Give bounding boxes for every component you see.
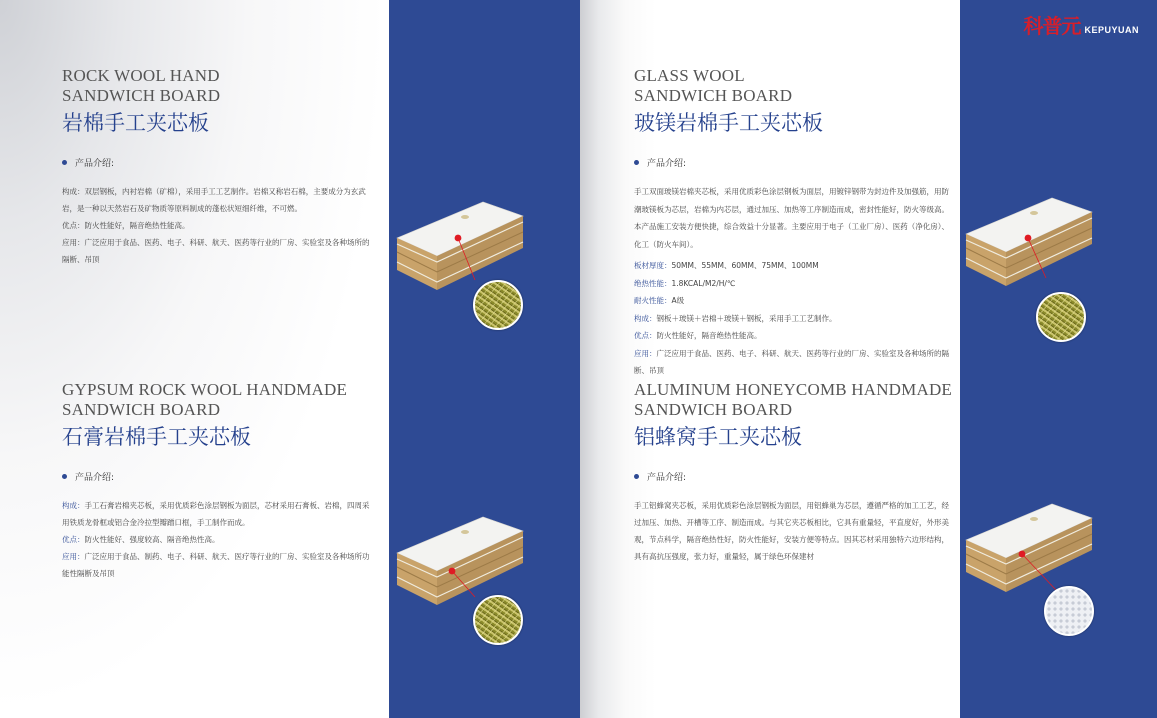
paragraph <box>62 548 374 582</box>
intro-label: 产品介绍: <box>75 159 115 169</box>
section-title-en: SANDWICH BOARD <box>634 86 793 105</box>
section-title-cn: 岩棉手工夹芯板 <box>62 111 209 135</box>
bullet-icon <box>634 160 639 165</box>
section-aluminum-honeycomb <box>634 380 956 565</box>
paragraph: 优点：防火性能好，隔音绝热性能高。 <box>62 221 190 230</box>
section-gypsum-rock-wool <box>62 380 374 582</box>
product-image-gypsum-rock-wool <box>395 515 535 650</box>
spec-value: 1.8KCAL/M2/H/℃ <box>671 278 736 288</box>
spec-key: 耐火性能： <box>634 296 672 305</box>
brand-logo-en: KEPUYUAN <box>1084 25 1139 35</box>
product-image-rock-wool <box>395 200 535 335</box>
spec-line <box>634 327 956 345</box>
intro-heading <box>634 156 956 169</box>
paragraph <box>62 531 374 548</box>
intro-heading <box>62 156 374 169</box>
paragraph-key: 优点： <box>62 535 85 544</box>
bullet-icon <box>62 160 67 165</box>
spec-value: 广泛应用于食品、医药、电子、科研、航天、医药等行业的厂房、实验室及各种场所的隔断、吊顶 <box>634 348 949 375</box>
spec-line <box>634 310 956 328</box>
product-image-aluminum-honeycomb <box>964 502 1104 637</box>
paragraph <box>62 497 374 531</box>
section-title-en: SANDWICH BOARD <box>634 400 793 419</box>
spec-line <box>634 345 956 380</box>
section-title-cn: 石膏岩棉手工夹芯板 <box>62 425 251 449</box>
spec-key: 优点： <box>634 331 657 340</box>
section-body <box>62 497 374 582</box>
sandwich-board-illustration <box>964 196 1099 301</box>
section-glass-wool <box>634 66 956 380</box>
spec-line <box>634 275 956 293</box>
core-material-closeup <box>1036 292 1086 342</box>
section-title-en: ALUMINUM HONEYCOMB HANDMADE <box>634 380 953 399</box>
paragraph: 应用：广泛应用于食品、医药、电子、科研、航天、医药等行业的厂房、实验室及各种场所的隔断、吊顶 <box>62 238 370 264</box>
section-rock-wool <box>62 66 374 268</box>
spec-value: 50MM、55MM、60MM、75MM、100MM <box>671 261 819 270</box>
bullet-icon <box>634 474 639 479</box>
spec-line <box>634 257 956 275</box>
paragraph: 手工双面玻镁岩棉夹芯板，采用优质彩色涂层钢板为面层，用镀锌钢带为封边件及加强筋，用防潮玻镁板为芯层，岩棉为内芯层，通过加压、加热等工序制造而成，密封性能好，防火等级高。本产品施工安装方便快捷，综合效益十分显著。主要应用于电子（工业厂房）、医药（净化房）、化工（防火车间）。 <box>634 187 949 249</box>
section-title-cn: 玻镁岩棉手工夹芯板 <box>634 111 823 135</box>
spec-value: 防火性能好，隔音绝热性能高。 <box>656 331 762 340</box>
paragraph: 构成：双层钢板，内衬岩棉（矿棉），采用手工工艺制作。岩棉又称岩石棉，主要成分为玄武岩，是一种以天然岩石及矿物质等原料制成的蓬松状短细纤维，不可燃。 <box>62 187 366 213</box>
paragraph-value: 防火性能好、强度较高、隔音绝热性高。 <box>84 535 220 544</box>
brand-logo <box>1023 10 1139 39</box>
section-body <box>634 183 956 380</box>
paragraph-value: 广泛应用于食品、制药、电子、科研、航天、医疗等行业的厂房、实验室及各种场所功能性隔断及吊顶 <box>62 552 370 578</box>
intro-heading <box>62 470 374 483</box>
core-material-closeup <box>473 280 523 330</box>
spec-key: 构成： <box>634 313 657 323</box>
section-title-en: GLASS WOOL <box>634 66 745 85</box>
section-title-cn: 铝蜂窝手工夹芯板 <box>634 425 802 449</box>
spec-key: 应用： <box>634 348 657 358</box>
spec-line <box>634 292 956 310</box>
paragraph: 手工铝蜂窝夹芯板，采用优质彩色涂层钢板为面层，用铝蜂巢为芯层，遵循严格的加工工艺，经过加压、加热、开槽等工序、制造而成。与其它夹芯板相比，它具有重量轻，平直度好，外形美观，节点科学，隔音绝热性好，防火性能好，安装方便等特点。因其芯材采用独特六边形结构，具有高抗压强度，张力好，重量轻，属于绿色环保建材 <box>634 501 949 561</box>
intro-label: 产品介绍: <box>75 473 115 483</box>
core-material-closeup <box>473 595 523 645</box>
bullet-icon <box>62 474 67 479</box>
intro-heading <box>634 470 956 483</box>
paragraph-key: 构成： <box>62 501 85 510</box>
section-title-en: GYPSUM ROCK WOOL HANDMADE <box>62 380 348 399</box>
section-title-en: SANDWICH BOARD <box>62 86 221 105</box>
honeycomb-core-closeup <box>1044 586 1094 636</box>
section-title-en: SANDWICH BOARD <box>62 400 221 419</box>
intro-label: 产品介绍: <box>647 473 687 483</box>
intro-label: 产品介绍: <box>647 159 687 169</box>
product-image-glass-wool <box>964 196 1104 331</box>
paragraph-value: 手工石膏岩棉夹芯板，采用优质彩色涂层钢板为面层，芯材采用石膏板、岩棉，四周采用铁质龙骨框或铝合金冷拉型瓣蹭口框，手工制作而成。 <box>62 501 370 527</box>
spec-value: A级 <box>671 296 685 305</box>
brand-logo-cn: 科普元 <box>1023 14 1081 38</box>
spec-key: 板材厚度： <box>634 261 672 270</box>
section-body <box>62 183 374 268</box>
section-body <box>634 497 956 565</box>
spec-key: 绝热性能： <box>634 278 672 288</box>
paragraph-key: 应用： <box>62 552 85 561</box>
spec-value: 钢板＋玻镁＋岩棉＋玻镁＋钢板，采用手工工艺制作。 <box>656 313 837 323</box>
section-title-en: ROCK WOOL HAND <box>62 66 220 85</box>
